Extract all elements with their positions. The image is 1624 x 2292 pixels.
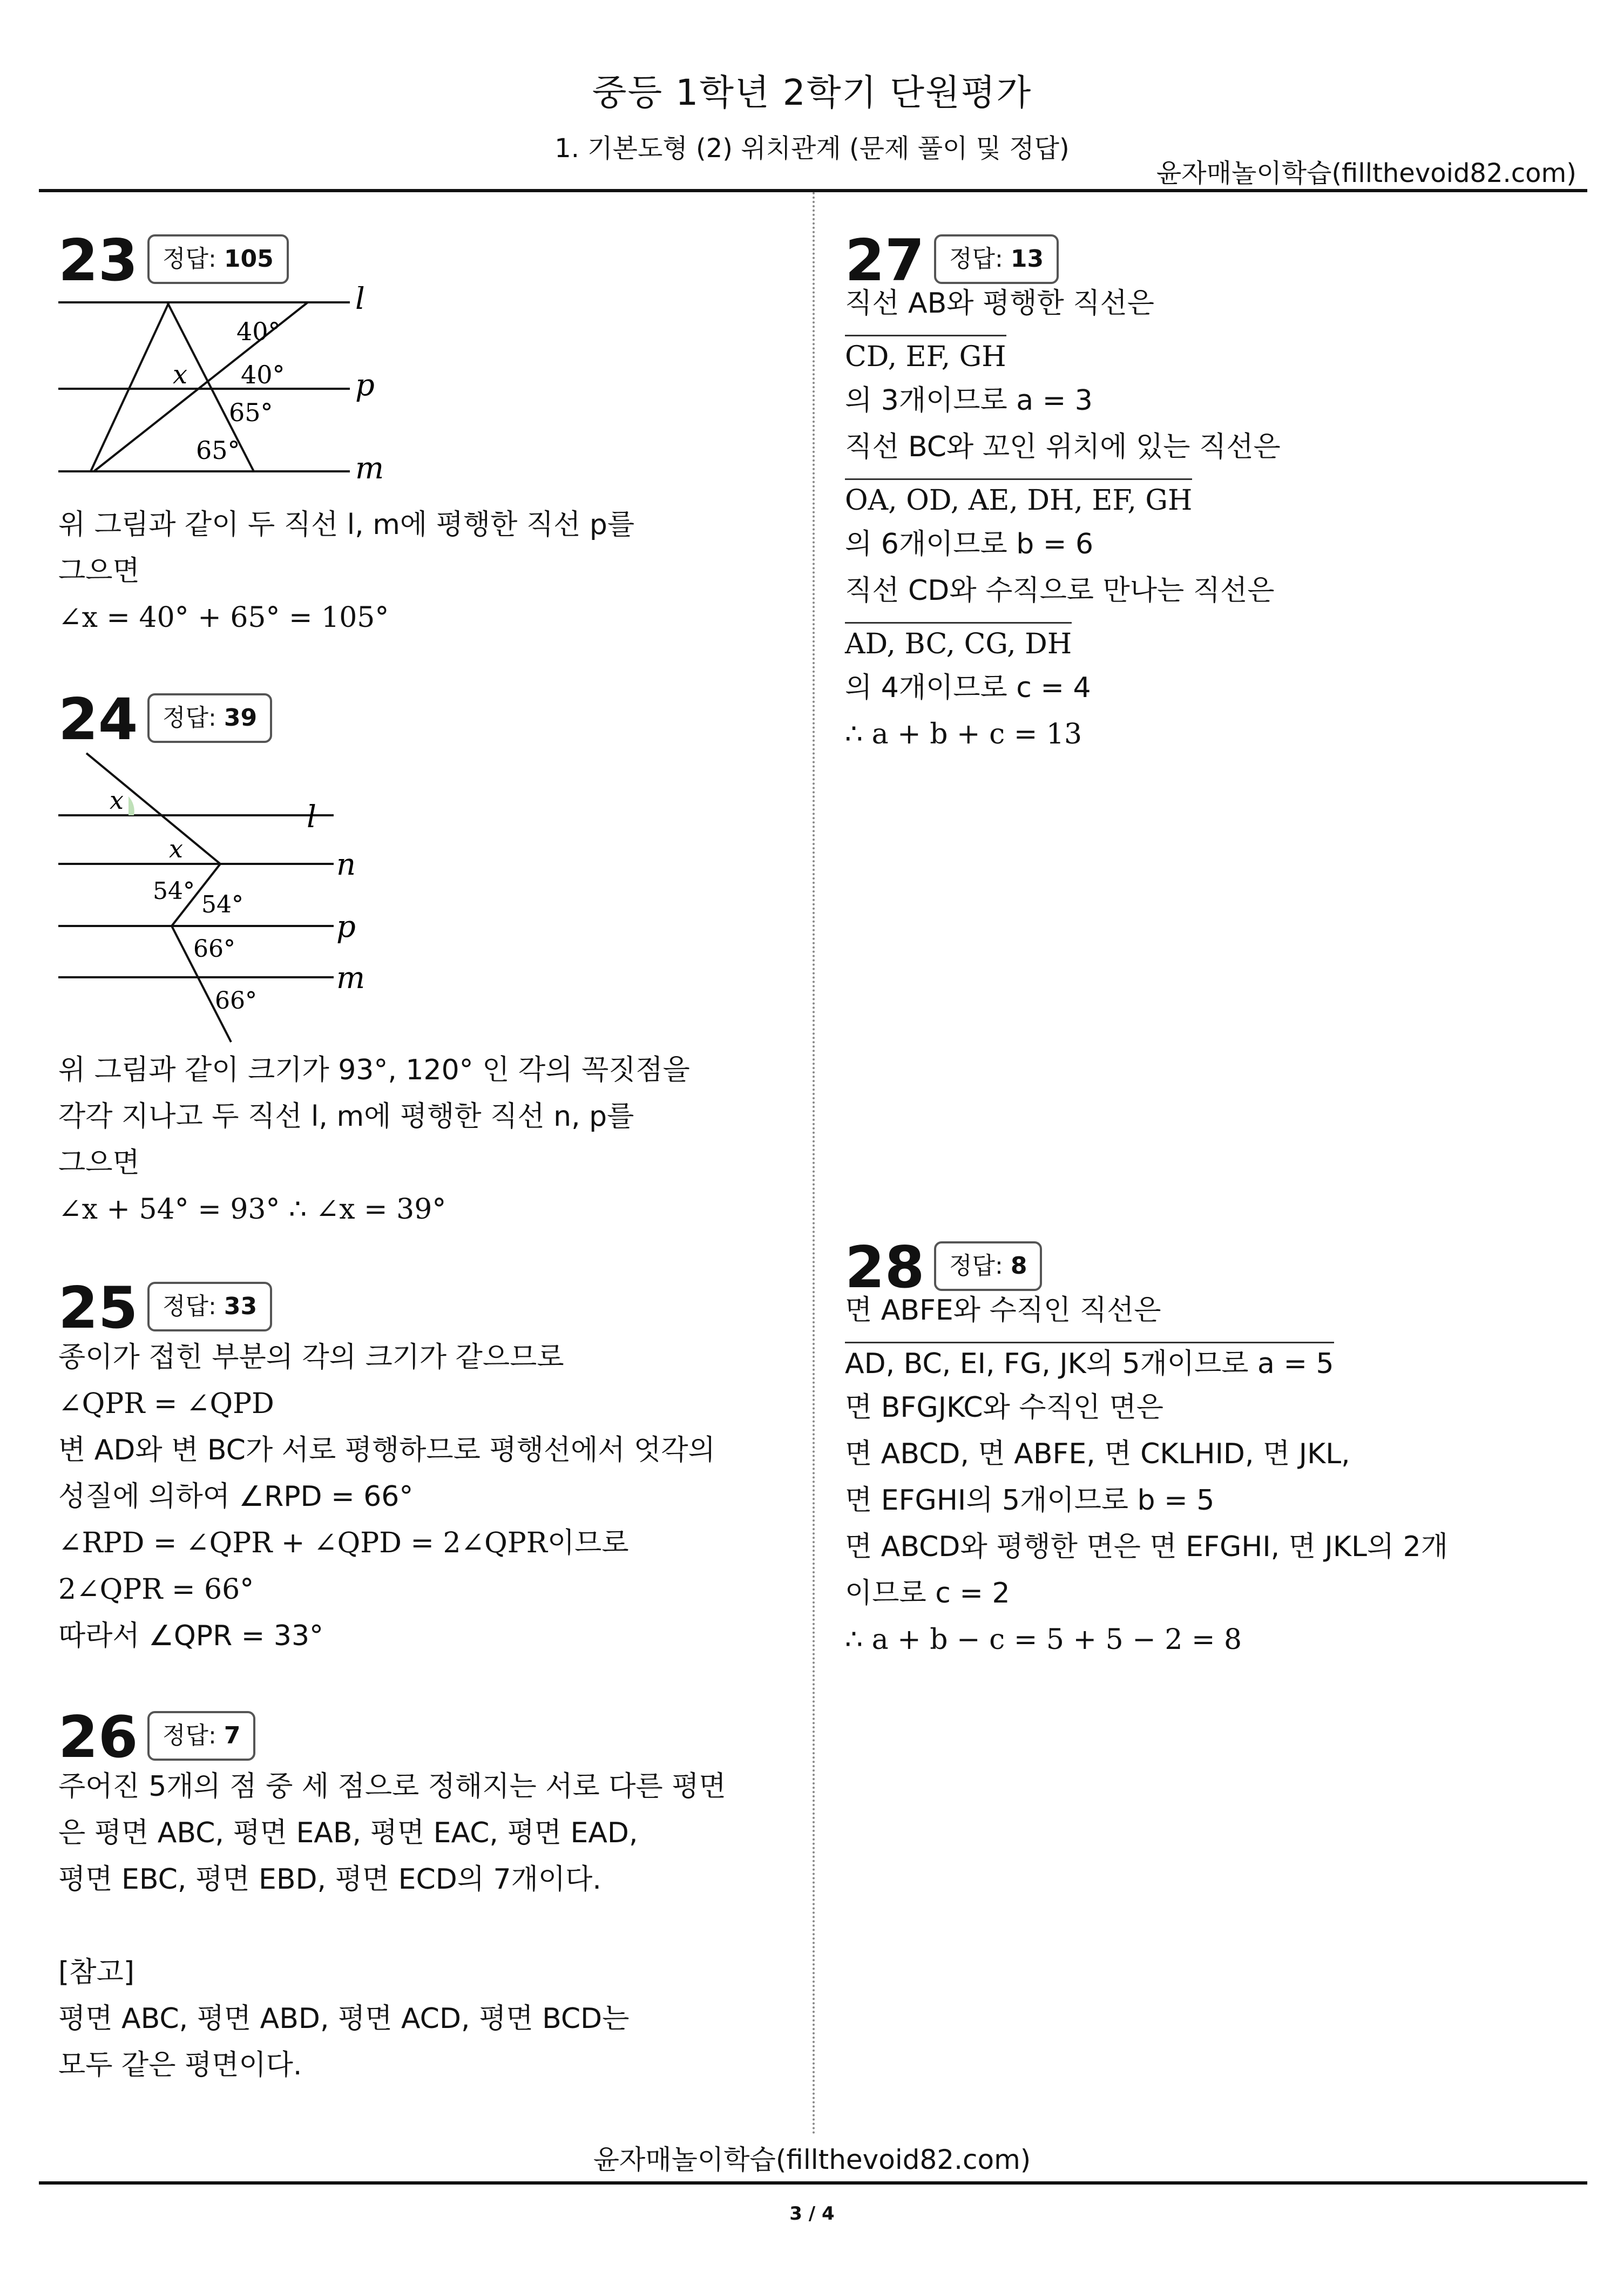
problem-number: 24 bbox=[58, 686, 138, 753]
answer-value: 13 bbox=[1010, 245, 1044, 273]
label-l: l bbox=[355, 286, 365, 316]
problem-26 bbox=[58, 1704, 793, 2098]
text-line: 그으면 bbox=[58, 555, 140, 587]
label-x-top: x bbox=[110, 786, 124, 815]
angle-40b: 40° bbox=[241, 360, 285, 389]
line-list: AD, BC, EI, FG, JK의 5개이므로 a = 5 bbox=[845, 1342, 1334, 1381]
problem-23 bbox=[58, 227, 793, 653]
label-x: x bbox=[173, 360, 188, 390]
answer-label: 정답: bbox=[163, 1293, 216, 1320]
label-p: p bbox=[336, 909, 356, 944]
text-line: 변 AD와 변 BC가 서로 평행하므로 평행선에서 엇각의 bbox=[58, 1434, 715, 1466]
text-line: 그으면 bbox=[58, 1147, 140, 1179]
text-line: 이므로 c = 2 bbox=[845, 1577, 1010, 1610]
math-line: ∠x + 54° = 93° ∴ ∠x = 39° bbox=[58, 1193, 446, 1226]
label-m: m bbox=[355, 451, 384, 486]
text-line: 면 EFGHI의 5개이므로 b = 5 bbox=[845, 1484, 1215, 1517]
text-line: 성질에 의하여 ∠RPD = 66° bbox=[58, 1480, 414, 1513]
text-line: 직선 BC와 꼬인 위치에 있는 직선은 bbox=[845, 431, 1281, 463]
page-title: 중등 1학년 2학기 단원평가 bbox=[592, 72, 1032, 113]
answer-label: 정답: bbox=[949, 1252, 1003, 1280]
text-line: 직선 AB와 평행한 직선은 bbox=[845, 287, 1154, 320]
answer-value: 7 bbox=[224, 1722, 241, 1749]
math-line: 2∠QPR = 66° bbox=[58, 1573, 254, 1606]
line-list: AD, BC, CG, DH bbox=[845, 622, 1072, 661]
text-line: 따라서 ∠QPR = 33° bbox=[58, 1620, 324, 1652]
text-line: 모두 같은 평면이다. bbox=[58, 2049, 302, 2081]
text-line: 평면 ABC, 평면 ABD, 평면 ACD, 평면 BCD는 bbox=[58, 2003, 630, 2035]
answer-box bbox=[147, 693, 272, 743]
angle-65a: 65° bbox=[229, 398, 273, 427]
label-l: l bbox=[307, 800, 316, 835]
text-line: 각각 지나고 두 직선 l, m에 평행한 직선 n, p를 bbox=[58, 1100, 634, 1133]
text-line: 의 4개이므로 c = 4 bbox=[845, 672, 1091, 704]
answer-value: 39 bbox=[224, 704, 258, 732]
text-line: 면 ABCD와 평행한 면은 면 EFGHI, 면 JKL의 2개 bbox=[845, 1531, 1448, 1563]
problem-number: 23 bbox=[58, 227, 138, 294]
answer-box bbox=[934, 234, 1059, 284]
text-line: 위 그림과 같이 크기가 93°, 120° 인 각의 꼭짓점을 bbox=[58, 1054, 690, 1086]
footer-rule bbox=[39, 2181, 1587, 2185]
note-heading: [참고] bbox=[58, 1956, 135, 1989]
problem-25 bbox=[58, 1275, 793, 1668]
text-line: 면 BFGJKC와 수직인 면은 bbox=[845, 1391, 1163, 1424]
angle-66b: 66° bbox=[215, 987, 257, 1015]
answer-value: 33 bbox=[224, 1293, 258, 1320]
page-number: 3 / 4 bbox=[789, 2203, 835, 2225]
text-line: 위 그림과 같이 두 직선 l, m에 평행한 직선 p를 bbox=[58, 509, 635, 541]
footer-brand: 윤자매놀이학습(fillthevoid82.com) bbox=[593, 2144, 1031, 2175]
answer-box bbox=[147, 1282, 272, 1331]
angle-54b: 54° bbox=[201, 891, 243, 918]
page-subtitle: 1. 기본도형 (2) 위치관계 (문제 풀이 및 정답) bbox=[554, 133, 1070, 164]
answer-label: 정답: bbox=[163, 245, 216, 273]
problem-number: 26 bbox=[58, 1704, 138, 1770]
answer-value: 105 bbox=[224, 245, 274, 273]
text-line: 면 ABCD, 면 ABFE, 면 CKLHID, 면 JKL, bbox=[845, 1438, 1350, 1470]
answer-label: 정답: bbox=[949, 245, 1003, 273]
angle-40a: 40° bbox=[236, 317, 281, 346]
math-line: ∴ a + b − c = 5 + 5 − 2 = 8 bbox=[845, 1624, 1242, 1656]
angle-54a: 54° bbox=[153, 877, 195, 905]
column-separator bbox=[813, 192, 815, 2136]
math-line: ∠RPD = ∠QPR + ∠QPD = 2∠QPR이므로 bbox=[58, 1527, 629, 1559]
answer-label: 정답: bbox=[163, 1722, 216, 1749]
text-line: 의 6개이므로 b = 6 bbox=[845, 528, 1094, 560]
text-line: 은 평면 ABC, 평면 EAB, 평면 EAC, 평면 EAD, bbox=[58, 1817, 638, 1849]
math-line: ∠QPR = ∠QPD bbox=[58, 1388, 274, 1420]
label-m: m bbox=[336, 961, 366, 996]
problem-number: 27 bbox=[845, 227, 925, 294]
text-line: 의 3개이므로 a = 3 bbox=[845, 384, 1093, 417]
text-line: 평면 EBC, 평면 EBD, 평면 ECD의 7개이다. bbox=[58, 1863, 601, 1896]
text-line: 면 ABFE와 수직인 직선은 bbox=[845, 1294, 1161, 1327]
text-line: 주어진 5개의 점 중 세 점으로 정해지는 서로 다른 평면 bbox=[58, 1770, 726, 1803]
problem-number: 28 bbox=[845, 1234, 925, 1301]
angle-66a: 66° bbox=[193, 935, 235, 963]
answer-box bbox=[147, 234, 289, 284]
line-list: CD, EF, GH bbox=[845, 335, 1006, 374]
answer-box bbox=[147, 1711, 255, 1761]
text-line: 직선 CD와 수직으로 만나는 직선은 bbox=[845, 574, 1275, 607]
text-line: 종이가 접힌 부분의 각의 크기가 같으므로 bbox=[58, 1341, 564, 1374]
header-brand: 윤자매놀이학습(fillthevoid82.com) bbox=[1156, 158, 1576, 188]
angle-65b: 65° bbox=[196, 436, 240, 465]
label-p: p bbox=[355, 368, 375, 403]
answer-value: 8 bbox=[1010, 1252, 1027, 1280]
problem-number: 25 bbox=[58, 1275, 138, 1341]
label-n: n bbox=[336, 847, 356, 882]
problem-27 bbox=[845, 227, 1590, 772]
problem-24 bbox=[58, 686, 793, 1231]
figure-23 bbox=[58, 286, 415, 491]
figure-24 bbox=[58, 745, 415, 1047]
label-x-mid: x bbox=[169, 834, 183, 863]
answer-label: 정답: bbox=[163, 704, 216, 732]
problem-28 bbox=[845, 1234, 1590, 1682]
math-line: ∴ a + b + c = 13 bbox=[845, 718, 1082, 751]
math-line: ∠x = 40° + 65° = 105° bbox=[58, 601, 389, 634]
line-list: OA, OD, AE, DH, EF, GH bbox=[845, 478, 1192, 518]
answer-box bbox=[934, 1241, 1042, 1291]
